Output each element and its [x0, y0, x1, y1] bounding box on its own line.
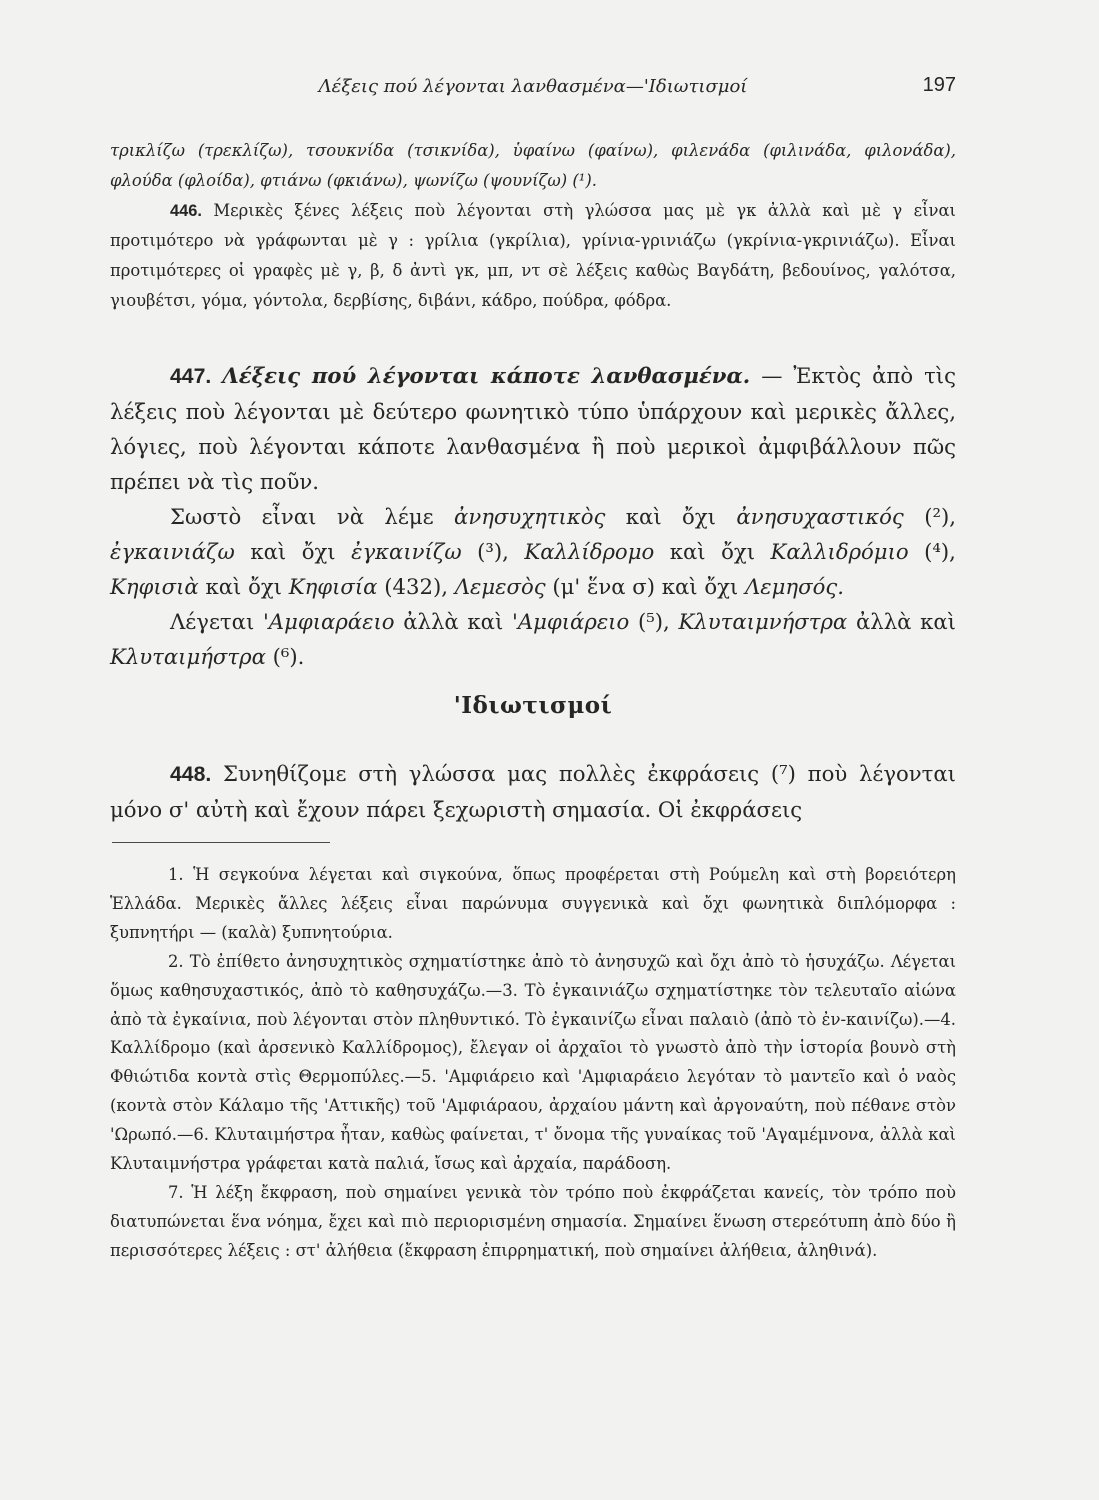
page-number: 197	[922, 74, 956, 96]
paragraph-number: 446.	[170, 202, 202, 220]
term: Καλλιδρόμιο	[770, 539, 909, 564]
paragraph-448-text: Συνηθίζομε στὴ γλώσσα μας πολλὲς ἐκφράσεις (⁷) ποὺ λέγονται μόνο σ' αὐτὴ καὶ ἔχουν πάρει ξεχωριστὴ σημασία. Οἱ ἐκφράσεις	[110, 761, 956, 822]
paragraph-number: 448.	[170, 763, 212, 786]
footnote-ref: (³),	[477, 539, 509, 564]
term: Κηφισία	[288, 574, 378, 599]
term: Κηφισιὰ	[110, 574, 199, 599]
text-span: ἀλλὰ καὶ	[855, 609, 956, 634]
term: Κλυταιμήστρα	[110, 644, 266, 669]
term: ἀνησυχητικὸς	[454, 504, 606, 529]
paragraph-448	[110, 756, 956, 827]
text-span: καὶ ὄχι	[625, 504, 716, 529]
running-head: Λέξεις πού λέγονται λανθασμένα—'Ιδιωτισμοί	[318, 76, 748, 97]
footnote-2-6: 2. Τὸ ἐπίθετο ἀνησυχητικὸς σχηματίστηκε ἀπὸ τὸ ἀνησυχῶ καὶ ὄχι ἀπὸ τὸ ἡσυχάζω. Λέγεται ὅμως καθησυχαστικός, ἀπὸ τὸ καθησυχάζω.—3. Τὸ ἐγκαινιάζω σχηματίστηκε τὸν τελευταῖο αἰώνα ἀπὸ τὰ ἐγκαίνια, ποὺ λέγονται στὸν πληθυντικό. Τὸ ἐγκαινίζω εἶναι παλαιὸ (ἀπὸ τὸ ἐν-καινίζω).—4. Καλλίδρομο (καὶ ἀρσενικὸ Καλλίδρομος), ἔλεγαν οἱ ἀρχαῖοι τὸ γνωστὸ ἀπὸ τὴν ἱστορία βουνὸ στὴ Φθιώτιδα κοντὰ στὶς Θερμοπύλες.—5. 'Αμφιάρειο καὶ 'Αμφιαράειο λεγόταν τὸ μαντεῖο καὶ ὁ ναὸς (κοντὰ στὸν Κάλαμο τῆς 'Αττικῆς) τοῦ 'Αμφιάραου, ἀρχαίου μάντη καὶ ἀργοναύτη, ποὺ πέθανε στὸν 'Ωρωπό.—6. Κλυταιμήστρα ἦταν, καθὼς φαίνεται, τ' ὄνομα τῆς γυναίκας τοῦ 'Αγαμέμνονα, ἀλλὰ καὶ Κλυταιμνήστρα γράφεται κατὰ παλιά, ἴσως καὶ ἀρχαία, παράδοση.	[110, 951, 956, 1174]
text-span: ἀλλὰ καὶ	[403, 609, 504, 634]
text-span: (μ' ἕνα σ) καὶ ὄχι	[552, 574, 739, 599]
paragraph-447-correct-forms	[110, 499, 956, 604]
paragraph-447-text: — Ἐκτὸς ἀπὸ τὶς λέξεις ποὺ λέγονται μὲ δεύτερο φωνητικὸ τύπο ὑπάρχουν καὶ μερικὲς ἄλλες, λόγιες, ποὺ λέγονται κάποτε λανθασμένα ἢ ποὺ μερικοὶ ἀμφιβάλλουν πῶς πρέπει νὰ τὶς ποῦν.	[110, 363, 956, 494]
page-header	[110, 74, 956, 104]
footnote-ref: (⁵),	[637, 609, 670, 634]
cross-reference: (432),	[384, 574, 448, 599]
text-span: καὶ ὄχι	[250, 539, 336, 564]
term: ἐγκαινιάζω	[110, 539, 235, 564]
term: Καλλίδρομο	[524, 539, 655, 564]
footnotes	[110, 861, 956, 1266]
word-list-continuation: τρικλίζω (τρεκλίζω), τσουκνίδα (τσικνίδα), ὑφαίνω (φαίνω), φιλενάδα (φιλινάδα, φιλονάδα), φλούδα (φλοίδα), φτιάνω (φκιάνω), ψωνίζω (ψουνίζω) (¹).	[110, 141, 956, 190]
footnote-ref: (²),	[924, 504, 956, 529]
paragraph-446	[110, 196, 956, 316]
footnote-ref: (⁴),	[924, 539, 956, 564]
text-span: Λέγεται	[170, 609, 255, 634]
text-span: Σωστὸ εἶναι νὰ λέμε	[170, 504, 434, 529]
intro-block	[110, 136, 956, 316]
term: ἐγκαινίζω	[351, 539, 462, 564]
paragraph-446-text: Μερικὲς ξένες λέξεις ποὺ λέγονται στὴ γλώσσα μας μὲ γκ ἀλλὰ καὶ μὲ γ εἶναι προτιμότερο νὰ γράφωνται μὲ γ : γρίλια (γκρίλια), γρίνια-γρινιάζω (γκρίνια-γκρινιάζω). Εἶναι προτιμότερες οἱ γραφὲς μὲ γ, β, δ ἀντὶ γκ, μπ, ντ σὲ λέξεις καθὼς Βαγδάτη, βεδουίνος, γαλότσα, γιουβέτσι, γόμα, γόντολα, δερβίσης, διβάνι, κάδρο, πούδρα, φόδρα.	[110, 201, 956, 310]
term: Λεμεσὸς	[454, 574, 546, 599]
text-span: καὶ ὄχι	[205, 574, 282, 599]
paragraph-447	[110, 358, 956, 499]
footnote-divider	[112, 842, 330, 843]
paragraph-447-variants	[110, 604, 956, 674]
text-span: καὶ ὄχι	[669, 539, 756, 564]
section-448	[110, 756, 956, 827]
term: Λεμησός.	[744, 574, 844, 599]
paragraph-number: 447.	[170, 365, 212, 388]
term: 'Αμφιάρειο	[512, 609, 630, 634]
footnote-1: 1. Ἡ σεγκούνα λέγεται καὶ σιγκούνα, ὅπως προφέρεται στὴ Ρούμελη καὶ στὴ βορειότερη Ἑλλάδα. Μερικὲς ἄλλες λέξεις εἶναι παρώνυμα συγγενικὰ καὶ ὄχι φωνητικὰ διπλόμορφα : ξυπνητήρι — (καλὰ) ξυπνητούρια.	[110, 865, 956, 942]
section-447	[110, 358, 956, 674]
term: 'Αμφιαράειο	[262, 609, 395, 634]
section-heading: Λέξεις πού λέγονται κάποτε λανθασμένα.	[222, 363, 751, 388]
footnote-7: 7. Ἡ λέξη ἔκφραση, ποὺ σημαίνει γενικὰ τὸν τρόπο ποὺ ἐκφράζεται κανείς, τὸν τρόπο ποὺ διατυπώνεται ἕνα νόημα, ἔχει καὶ πιὸ περιορισμένη σημασία. Σημαίνει ἕνωση στερεότυπη ἀπὸ δύο ἢ περισσότερες λέξεις : στ' ἀλήθεια (ἔκφραση ἐπιρρηματική, ποὺ σημαίνει ἀλήθεια, ἀληθινά).	[110, 1182, 956, 1260]
term: ἀνησυχαστικός	[736, 504, 904, 529]
section-title: 'Ιδιωτισμοί	[453, 692, 613, 719]
term: Κλυταιμνήστρα	[678, 609, 848, 634]
footnote-ref: (⁶).	[272, 644, 305, 669]
